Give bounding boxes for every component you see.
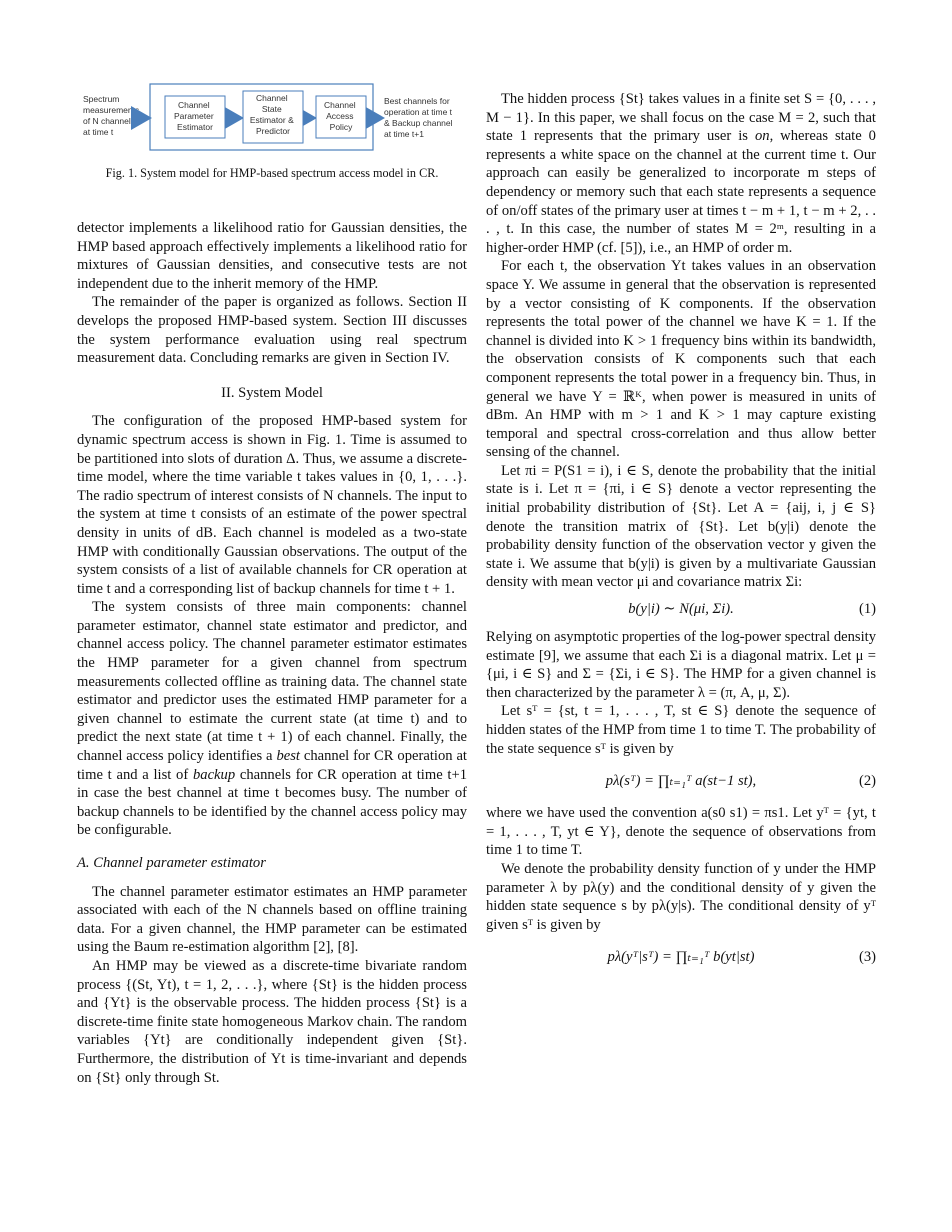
system-model-diagram	[77, 80, 467, 160]
paragraph: An HMP may be viewed as a discrete-time bivariate random process {(St, Yt), t = 1, 2, . . .}, where {St} is the hidden process and {Yt} is the observable process. The hidden process {St} is a discrete-time finite state homogeneous Markov chain. The random variables {Yt} are conditionally independent given {St}. Furthermore, the distribution of Yt is time-invariant and depends on {St} only through St.	[77, 957, 467, 1086]
equation-2: pλ(sᵀ) = ∏ₜ₌₁ᵀ a(st−1 st), (2)	[605, 773, 876, 790]
output-label: Best channels for operation at time t & Backup channel at time t+1	[384, 96, 453, 139]
input-label: Spectrum measurements of N channels at time t	[83, 94, 140, 137]
paragraph: The system consists of three main components: channel parameter estimator, channel state estimator and predictor, and channel access policy. The channel parameter estimator estimates the HMP parameter for a given channel from spectrum measurements collected offline as training data. The channel state estimator and predictor uses the estimated HMP parameter for a given channel to estimate the current state (at time t) and to predict the next state (at time t + 1) of each channel. Finally, the channel access policy identifies a best channel for CR operation at time t and a list of backup channels for CR operation at time t+1 in case the best channel at time t becomes busy. The number of backup channels to be identified by the channel access policy may be configurable.	[77, 599, 467, 839]
paragraph: detector implements a likelihood ratio for Gaussian densities, the HMP based approach effectively implements a likelihood ratio for mixtures of Gaussian densities, and consecutive tests are not independent due to the inherit memory of the HMP.	[77, 220, 467, 292]
paragraph: where we have used the convention a(s0 s1) = πs1. Let yᵀ = {yt, t = 1, . . . , T, yt ∈ Y}, denote the sequence of observations from time 1 to time T.	[486, 805, 876, 859]
paragraph: Let πi = P(S1 = i), i ∈ S, denote the probability that the initial state is i. Let π = {πi, i ∈ S} denote a vector representing the initial probability distribution of {St}. Let A = {aij, i, j ∈ S} denote the transition matrix of {St}. Let b(y|i) denote the probability density function of the observation vector y given the state i. We assume that b(y|i) is given by a multivariate Gaussian density with mean vector μi and covariance matrix Σi:	[486, 462, 876, 591]
paragraph: The hidden process {St} takes values in a finite set S = {0, . . . , M − 1}. In this paper, we shall focus on the case M = 2, such that state 1 represents that the primary user is on, whereas state 0 represents a white space on the channel at the current time t. Our approach can easily be generalized to incorporate m steps of dependency or memory such that each state represents a sequence of on/off states of the primary user at times t − m + 1, t − m + 2, . . . , t. In this case, the number of states M = 2ᵐ, resulting in a higher-order HMP (cf. [5]), i.e., an HMP of order m.	[486, 91, 876, 256]
equation-1: b(y|i) ∼ N(μi, Σi). (1)	[628, 601, 876, 618]
right-column	[486, 90, 876, 980]
figure-caption: Fig. 1. System model for HMP-based spectrum access model in CR.	[105, 166, 439, 180]
paragraph: We denote the probability density function of y under the HMP parameter λ by pλ(y) and the conditional density of y given the hidden state sequence s by pλ(y|s). The conditional density of yᵀ given sᵀ is given by	[486, 860, 876, 933]
equation-3: pλ(yᵀ|sᵀ) = ∏ₜ₌₁ᵀ b(yt|st) (3)	[607, 949, 876, 966]
paragraph: The configuration of the proposed HMP-based system for dynamic spectrum access is shown in Fig. 1. Time is assumed to be partitioned into slots of duration Δ. Thus, we assume a discrete-time model, where the time variable t takes values in {0, 1, . . .}. The radio spectrum of interest consists of N channels. The input to the system at time t consists of an estimate of the power spectral density in units of dB. Each channel is modeled as a two-state HMP with conditionally Gaussian observations. The output of the system consists of a list of available channels for CR operation at time t and a corresponding list of backup channels for time t + 1.	[77, 413, 467, 597]
paragraph: The remainder of the paper is organized as follows. Section II develops the proposed HMP-based system. Section III discusses the system performance evaluation using real spectrum measurement data. Concluding remarks are given in Section IV.	[77, 294, 467, 367]
paragraph: The channel parameter estimator estimates an HMP parameter associated with each of the N channels based on offline training data. For a given channel, the HMP parameter can be estimated using the Baum re-estimation algorithm [2], [8].	[77, 883, 467, 956]
left-column	[77, 219, 467, 1087]
block3-label: Channel Access Policy	[323, 100, 356, 132]
paragraph: For each t, the observation Yt takes values in an observation space Y. We assume in general that the observation is represented by a vector consisting of K components. If the observation represents the total power of the channel we have K = 1. If the channel is divided into K > 1 frequency bins within its bandwidth, the observation consists of K components such that each component represents the total power in a frequency bin. Thus, in general we have Y = ℝᴷ, when power is measured in units of dBm. An HMP with m > 1 and K > 1 may capture existing temporal and spectral cross-correlation and thus allow better sensing of the channel.	[486, 258, 876, 461]
section-heading: II. System Model	[221, 384, 323, 401]
block1-label: Channel Parameter Estimator	[173, 100, 214, 132]
paragraph: Relying on asymptotic properties of the log-power spectral density estimate [9], we assume that each Σi is a diagonal matrix. Let μ = {μi, i ∈ S} and Σ = {Σi, i ∈ S}. The HMP for a given channel is then characterized by the parameter λ = (π, A, μ, Σ).	[486, 629, 876, 701]
subsection-heading: A. Channel parameter estimator	[77, 855, 266, 871]
paragraph: Let sᵀ = {st, t = 1, . . . , T, st ∈ S} denote the sequence of hidden states of the HMP from time 1 to time T. The probability of the state sequence sᵀ is given by	[486, 703, 876, 757]
block2-label: Channel State Estimator & Predictor	[249, 93, 294, 136]
